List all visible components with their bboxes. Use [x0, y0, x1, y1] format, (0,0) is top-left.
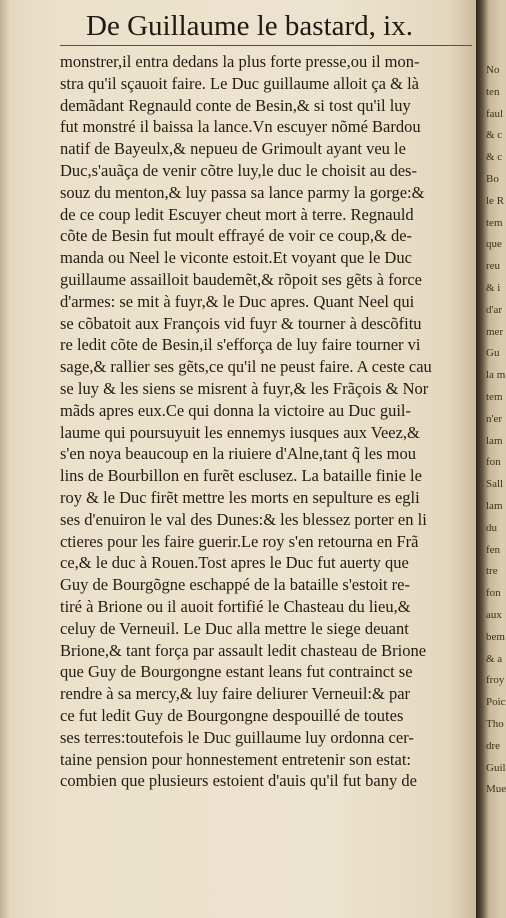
text-line: s'en noya beaucoup en la riuiere d'Alne,tant q̃ les mou [60, 444, 416, 464]
facing-page-fragment: Guil [486, 761, 506, 774]
facing-page-fragment: Bo [486, 172, 499, 185]
text-line: que Guy de Bourgongne estant leans fut contrainct se [60, 662, 413, 682]
facing-page-fragment: & a [486, 652, 503, 665]
text-line: guillaume assailloit baudemẽt,& rõpoit ses gẽts à force [60, 269, 422, 289]
facing-page-fragment: Mue [486, 783, 506, 796]
facing-page-fragment: Gu [486, 347, 500, 360]
facing-page-fragment: tem [486, 390, 503, 403]
text-line: sage,& rallier ses gẽts,ce qu'il ne peust faire. A ceste cau [60, 357, 432, 377]
text-line: ce fut ledit Guy de Bourgongne despouillé de toutes [60, 705, 404, 725]
text-line: ses d'enuiron le val des Dunes:& les blessez porter en li [60, 509, 427, 529]
facing-page-fragment: ten [486, 85, 500, 98]
text-line: manda ou Neel le viconte estoit.Et voyant que le Duc [60, 248, 412, 268]
facing-page-fragment: d'ar [486, 303, 503, 316]
facing-page-fragment: & c [486, 129, 503, 142]
text-line: tiré à Brione ou il auoit fortifié le Chasteau du lieu,& [60, 596, 411, 616]
facing-page-fragment: du [486, 521, 497, 534]
facing-page-fragment: tem [486, 216, 503, 229]
facing-page-fragment: Tho [486, 717, 504, 730]
page-edge-shadow [0, 0, 10, 918]
facing-page-fragment: lam [486, 434, 503, 447]
facing-page-fragment: lam [486, 499, 503, 512]
facing-page-fragment: fon [486, 587, 501, 600]
text-line: natif de Bayeulx,& nepueu de Grimoult ayant veu le [60, 139, 406, 159]
text-line: ses terres:toutefois le Duc guillaume luy ordonna cer- [60, 727, 414, 747]
facing-page-fragment: & c [486, 151, 503, 164]
text-line: celuy de Verneuil. Le Duc alla mettre le siege deuant [60, 618, 409, 638]
facing-page-fragment: la m [486, 369, 506, 382]
facing-page-fragment: & i [486, 281, 501, 294]
facing-page-fragment: fen [486, 543, 501, 556]
body-text [60, 51, 472, 792]
head-rule [60, 45, 472, 46]
text-line: ce,& le duc à Rouen.Tost apres le Duc fut auerty que [60, 553, 409, 573]
facing-page-margin [486, 60, 506, 801]
text-line: d'armes: se mit à fuyr,& le Duc apres. Quant Neel qui [60, 291, 415, 311]
text-line: laume qui poursuyuit les ennemys iusques aux Veez,& [60, 422, 420, 442]
facing-page-fragment: le R [486, 194, 505, 207]
text-line: combien que plusieurs estoient d'auis qu'il fut bany de [60, 771, 417, 791]
text-line: ctieres pour les faire guerir.Le roy s'en retourna en Frã [60, 531, 419, 551]
text-line: roy & le Duc firẽt mettre les morts en sepulture es egli [60, 487, 420, 507]
facing-page-fragment: No [486, 64, 500, 76]
facing-page-fragment: fon [486, 456, 501, 469]
text-line: mãds apres eux.Ce qui donna la victoire au Duc guil- [60, 400, 411, 420]
text-line: taine pension pour honnestement entretenir son estat: [60, 749, 411, 769]
facing-page-fragment: faul [486, 107, 504, 120]
facing-page-fragment: dre [486, 739, 501, 752]
text-line: se cõbatoit aux François vid fuyr & tourner à descõfitu [60, 313, 422, 333]
text-line: demãdant Regnauld conte de Besin,& si tost qu'il luy [60, 95, 411, 115]
facing-page-fragment: Sall [486, 478, 504, 491]
text-line: re ledit cõte de Besin,il s'efforça de luy faire tourner vi [60, 335, 421, 355]
facing-page-fragment: Poic [486, 696, 506, 709]
text-line: fut monstré il baissa la lance.Vn escuyer nõmé Bardou [60, 117, 421, 137]
text-line: monstrer,il entra dedans la plus forte presse,ou il mon- [60, 52, 420, 71]
text-line: souz du menton,& luy passa sa lance parmy la gorge:& [60, 182, 425, 202]
text-line: se luy & les siens se misrent à fuyr,& les Frãçois & Nor [60, 378, 429, 398]
text-line: Brione,& tant força par assault ledit chasteau de Brione [60, 640, 427, 660]
facing-page-fragment: mer [486, 325, 504, 338]
text-line: de ce coup ledit Escuyer cheut mort à terre. Regnauld [60, 204, 414, 224]
facing-page-fragment: que [486, 238, 502, 251]
facing-page-fragment: aux [486, 608, 502, 621]
facing-page-fragment: froy [486, 674, 505, 687]
facing-page-fragment: tre [486, 565, 498, 578]
text-line: stra qu'il sçauoit faire. Le Duc guillaume alloit ça & là [60, 73, 419, 93]
text-line: cõte de Besin fut moult effrayé de voir ce coup,& de- [60, 226, 413, 246]
facing-page-fragment: reu [486, 260, 501, 273]
text-line: Duc,s'auãça de venir cõtre luy,le duc le choisit au des- [60, 160, 417, 180]
text-line: lins de Bourbillon en furẽt esclusez. La bataille finie le [60, 466, 422, 486]
running-head: De Guillaume le bastard, ix. [86, 10, 413, 42]
text-line: Guy de Bourgõgne eschappé de la bataille s'estoit re- [60, 575, 410, 595]
facing-page-fragment: n'er [486, 412, 503, 425]
text-line: rendre à sa mercy,& luy faire deliurer Verneuil:& par [60, 684, 411, 704]
facing-page-fragment: bem [486, 630, 505, 643]
